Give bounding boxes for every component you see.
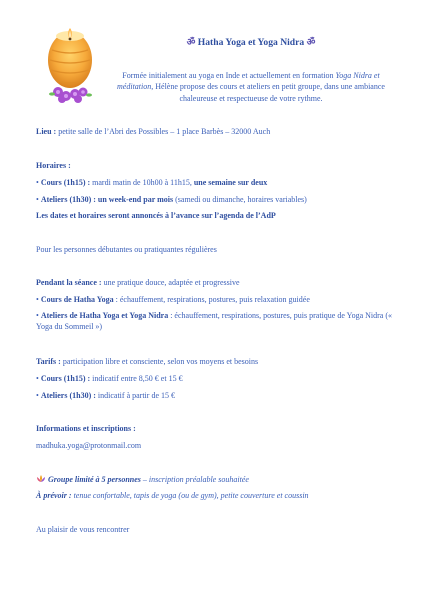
cours-frequency: une semaine sur deux: [193, 178, 268, 187]
lieu-label: Lieu :: [36, 127, 57, 136]
prevoir-text: tenue confortable, tapis de yoga (ou de gym), petite couverture et coussin: [71, 491, 309, 500]
closing-text: Au plaisir de vous rencontrer: [36, 525, 130, 534]
closing-line: [36, 524, 398, 535]
prevoir-line: [36, 490, 398, 501]
horaires-note-text: Les dates et horaires seront annoncés à l’avance sur l’agenda de l’AdP: [36, 211, 276, 220]
email-link[interactable]: madhuka.yoga@protonmail.com: [36, 441, 142, 450]
public-line: [36, 244, 398, 255]
ateliers-seance-label: Ateliers de Hatha Yoga et Yoga Nidra: [40, 311, 169, 320]
lotus-icon: [36, 475, 46, 483]
intro-paragraph: [110, 70, 392, 104]
cours-label: Cours (1h15) :: [40, 178, 91, 187]
bullet: •: [36, 178, 41, 187]
infos-heading: [36, 423, 398, 434]
om-icon: ॐ: [306, 37, 316, 48]
public-text: Pour les personnes débutantes ou pratiquantes régulières: [36, 245, 217, 254]
tarifs-ateliers-text: indicatif à partir de 15 €: [95, 391, 175, 400]
tarifs-ateliers-label: Ateliers (1h30) :: [40, 391, 96, 400]
hatha-label: Cours de Hatha Yoga: [40, 295, 114, 304]
intro-text-2: , Hélène propose des cours et ateliers en petit groupe, dans une ambiance chaleureuse et respectueuse de votre rythme.: [151, 82, 385, 103]
tarifs-label: Tarifs :: [36, 357, 61, 366]
lieu-text: petite salle de l’Abri des Possibles – 1 place Barbès – 32000 Auch: [56, 127, 271, 136]
seance-text: une pratique douce, adaptée et progressive: [101, 278, 240, 287]
groupe-line: [36, 474, 398, 485]
ateliers-text: (samedi ou dimanche, horaires variables): [173, 195, 307, 204]
tarifs-cours-label: Cours (1h15) :: [40, 374, 91, 383]
horaires-cours-item: [36, 177, 398, 188]
intro-italic: Yoga Nidra et méditation: [117, 71, 380, 92]
page-title: [110, 35, 392, 48]
ateliers-seance-text: : échauffement, respirations, postures, puis pratique de Yoga Nidra (« Yoga du Sommeil »): [36, 311, 393, 332]
tarifs-line: [36, 356, 398, 367]
email-line: [36, 440, 398, 451]
tarifs-cours-text: indicatif entre 8,50 € et 15 €: [90, 374, 183, 383]
bullet: •: [36, 311, 41, 320]
prevoir-label: À prévoir :: [36, 491, 72, 500]
bullet: •: [36, 195, 41, 204]
intro-text: Formée initialement au yoga en Inde et actuellement en formation: [122, 71, 336, 80]
seance-hatha-item: [36, 294, 398, 305]
bullet: •: [36, 391, 41, 400]
seance-ateliers-item: [36, 310, 398, 333]
horaires-ateliers-item: [36, 194, 398, 205]
seance-line: [36, 277, 398, 288]
horaires-note: [36, 210, 398, 221]
ateliers-label: Ateliers (1h30) : un week-end par mois: [40, 195, 174, 204]
infos-label: Informations et inscriptions :: [36, 424, 136, 433]
lieu-line: [36, 126, 398, 137]
groupe-text: – inscription préalable souhaitée: [140, 475, 249, 484]
horaires-heading: [36, 160, 398, 171]
seance-label: Pendant la séance :: [36, 278, 102, 287]
bullet: •: [36, 374, 41, 383]
tarifs-cours-item: [36, 373, 398, 384]
hatha-text: : échauffement, respirations, postures, puis relaxation guidée: [113, 295, 310, 304]
om-icon: ॐ: [186, 37, 196, 48]
tarifs-text: participation libre et consciente, selon vos moyens et besoins: [60, 357, 259, 366]
tarifs-ateliers-item: [36, 390, 398, 401]
candle-with-flowers-icon: [44, 26, 96, 104]
cours-text: mardi matin de 10h00 à 11h15,: [90, 178, 194, 187]
title-text: Hatha Yoga et Yoga Nidra: [197, 37, 305, 48]
groupe-bold: Groupe limité à 5 personnes: [48, 475, 141, 484]
bullet: •: [36, 295, 41, 304]
horaires-label: Horaires :: [36, 161, 71, 170]
